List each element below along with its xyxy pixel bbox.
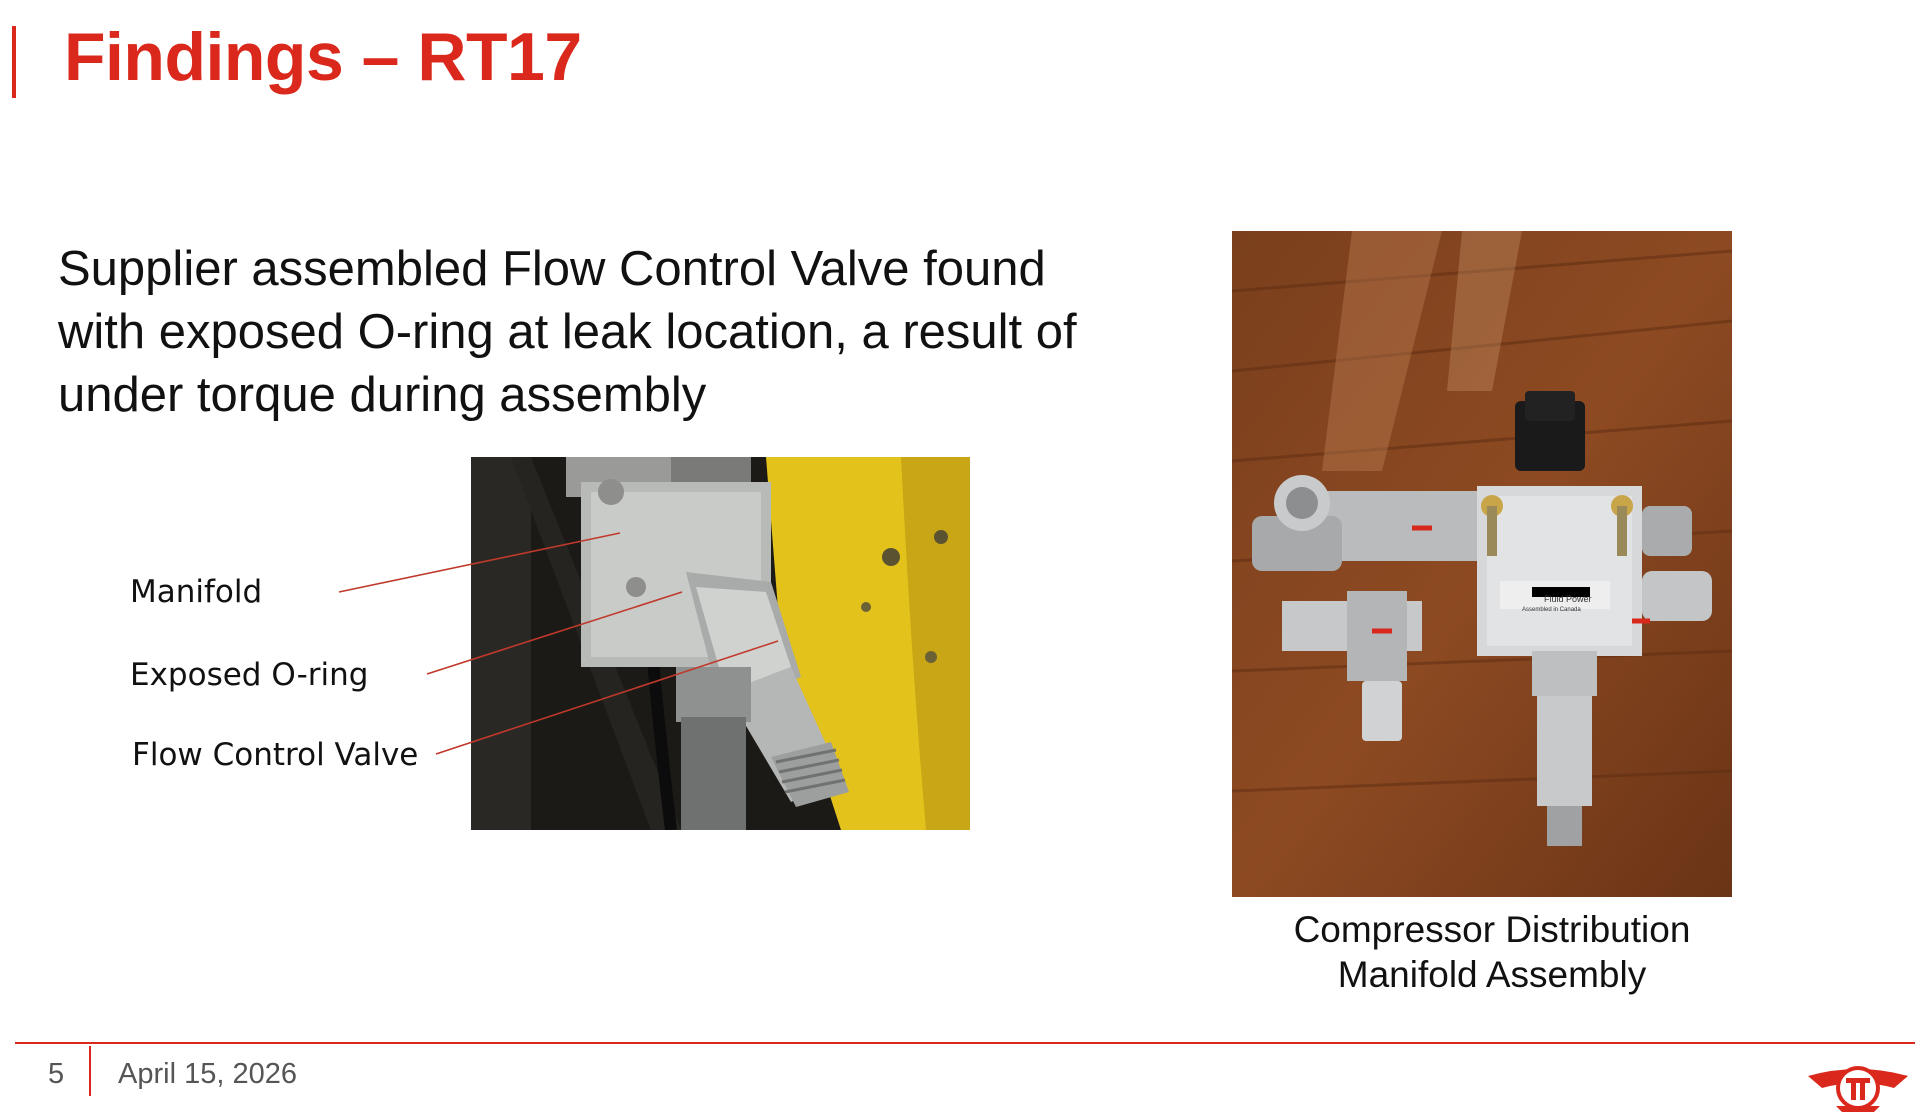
manifold-label: Manifold — [130, 574, 263, 610]
manifold-leader-line — [339, 533, 620, 592]
caption-line-1: Compressor Distribution — [1293, 909, 1691, 950]
footer-date: April 15, 2026 — [118, 1058, 297, 1090]
footer-separator — [89, 1046, 91, 1096]
footer-divider — [15, 1042, 1915, 1044]
slide-title: Findings – RT17 — [64, 19, 582, 95]
nameplate-sub-text: Assembled in Canada — [1522, 607, 1581, 613]
assembly-caption — [1232, 907, 1752, 997]
finding-text: Supplier assembled Flow Control Valve found with exposed O-ring at leak location, a result of under torque during assembly — [58, 242, 1077, 422]
page-number: 5 — [48, 1058, 65, 1090]
exposed-oring-label: Exposed O-ring — [130, 657, 369, 693]
exposed-oring-leader-line — [427, 592, 682, 674]
caption-line-2: Manifold Assembly — [1337, 954, 1647, 995]
ttc-logo-icon — [1806, 1058, 1910, 1114]
flow-control-valve-label: Flow Control Valve — [132, 737, 419, 773]
flow-control-valve-leader-line — [436, 641, 778, 754]
manifold-assembly-photo — [1232, 231, 1732, 897]
nameplate-brand-text: Fluid Power — [1544, 594, 1592, 604]
